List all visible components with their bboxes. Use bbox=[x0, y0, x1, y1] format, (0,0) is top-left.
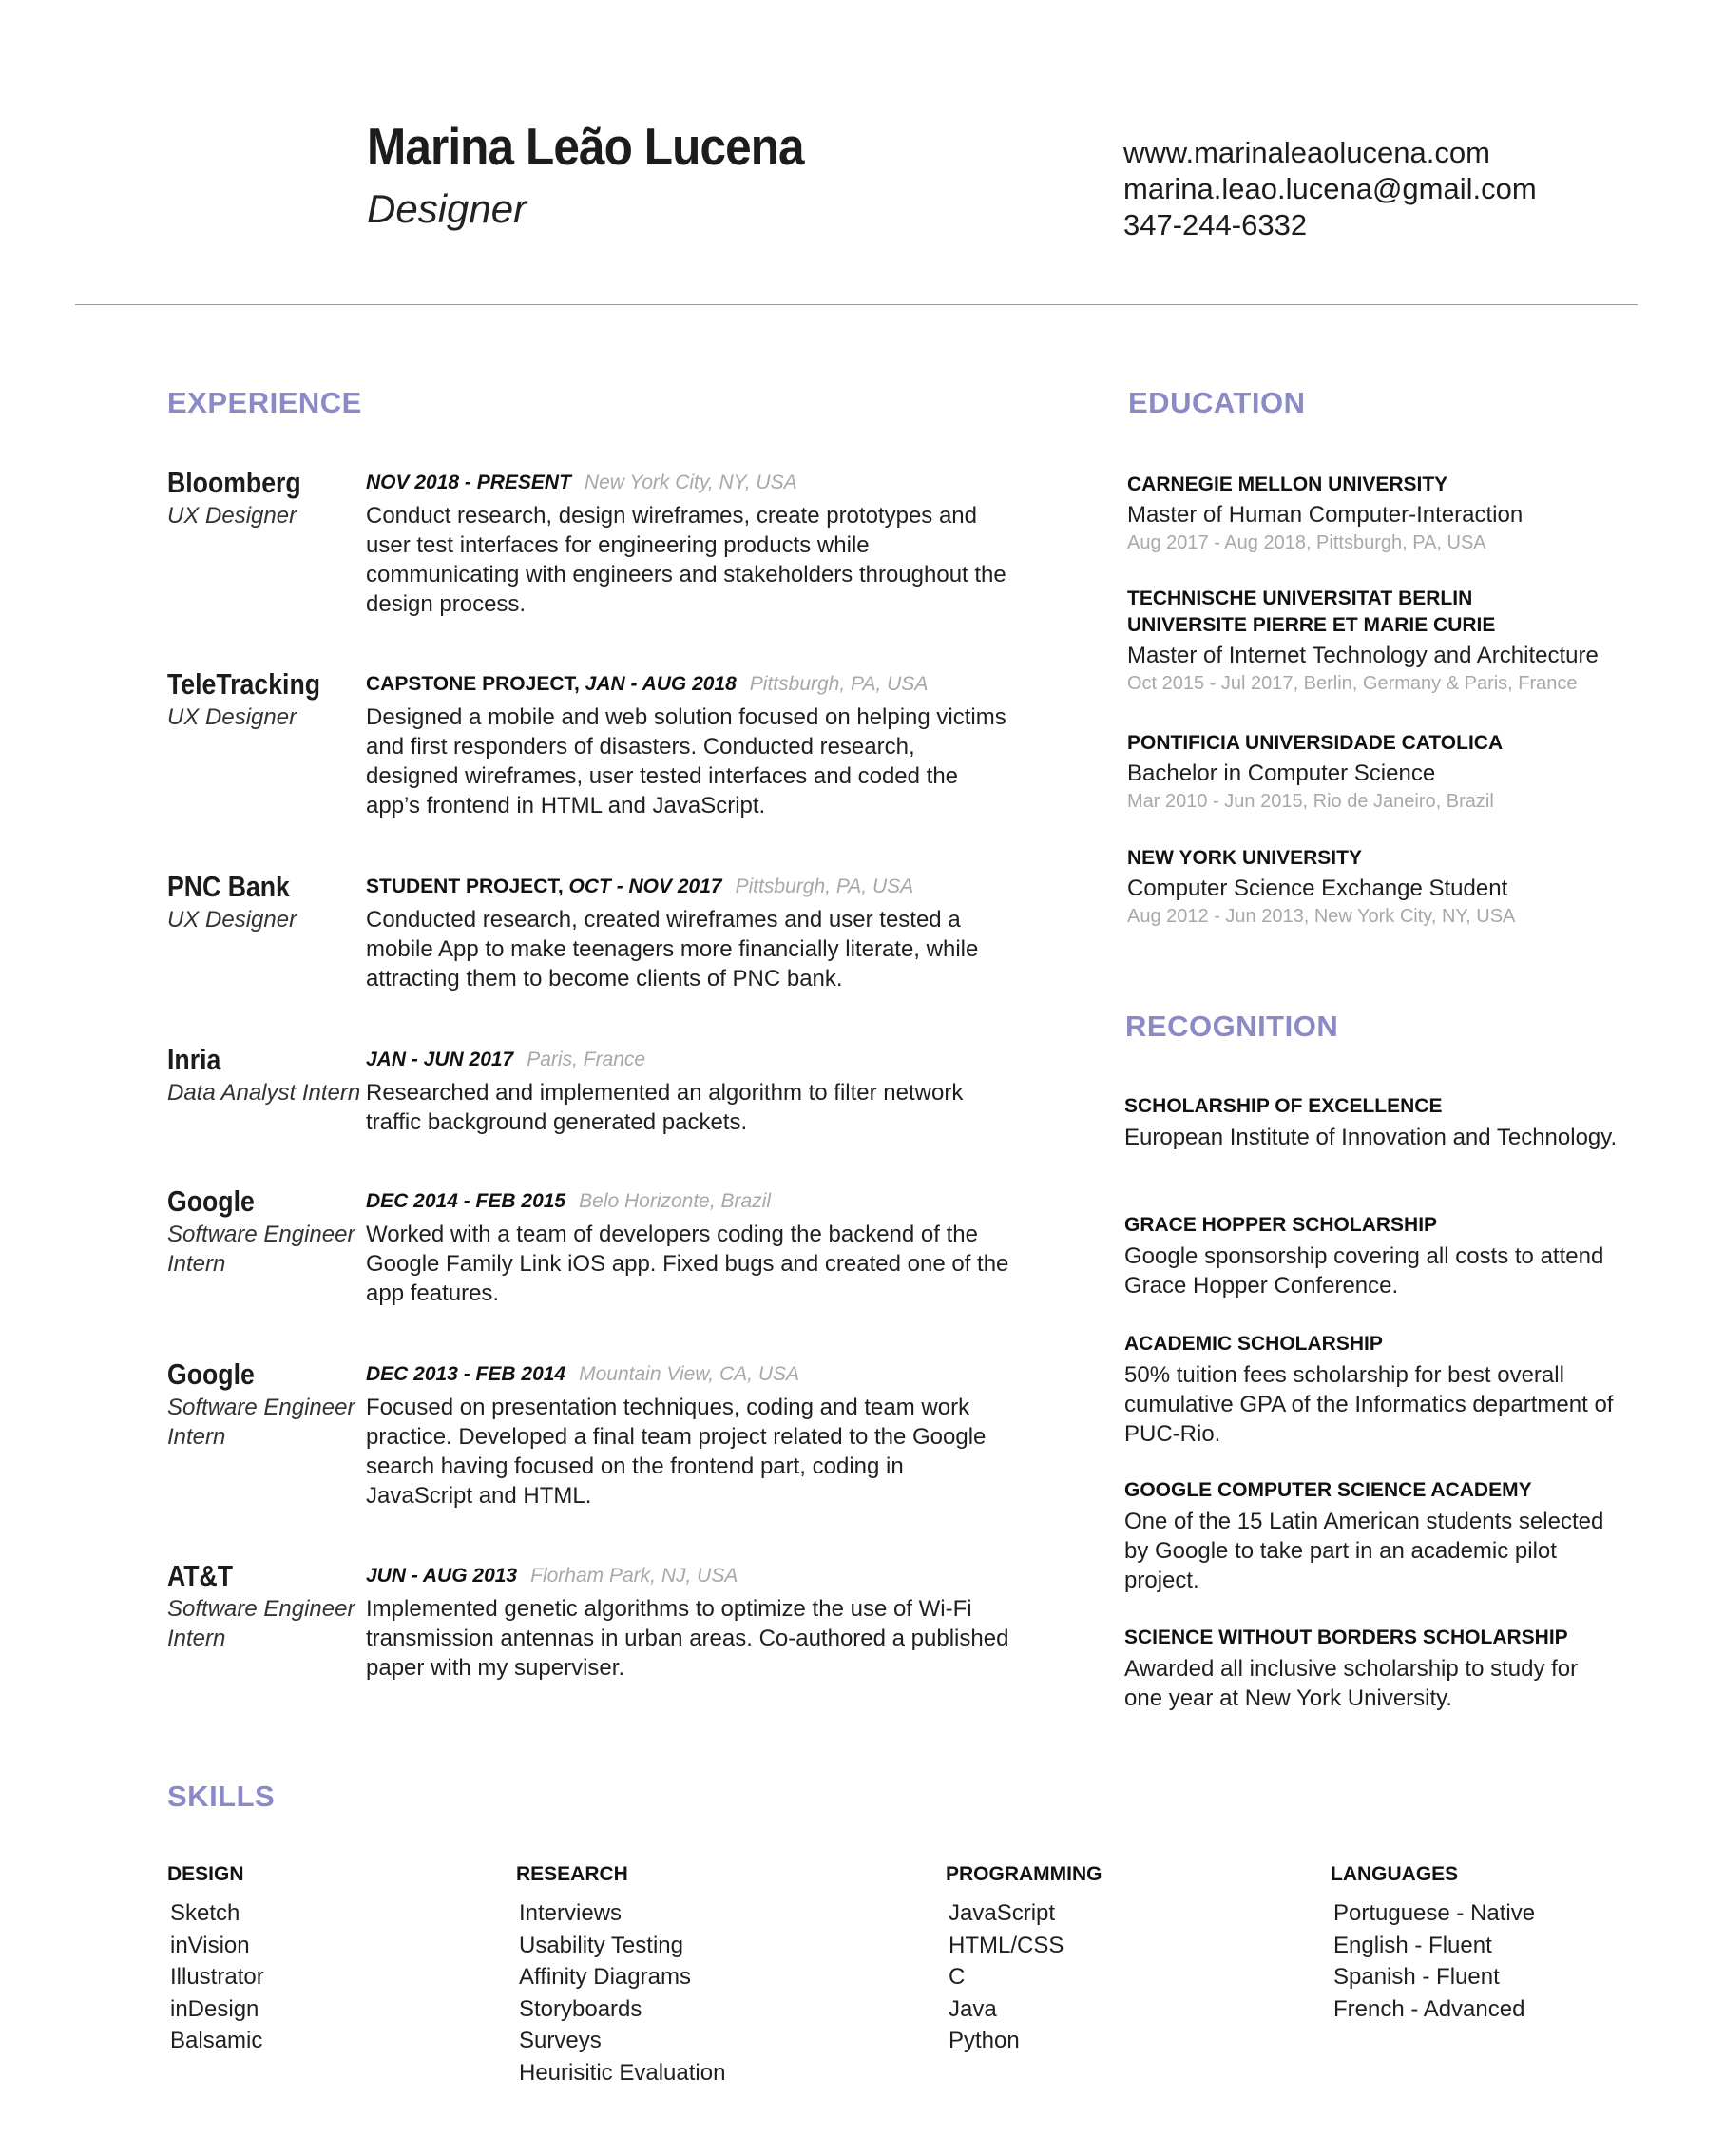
date-range: DEC 2014 - FEB 2015 bbox=[366, 1190, 566, 1212]
degree-name: Bachelor in Computer Science bbox=[1127, 760, 1436, 786]
skill-group bbox=[516, 1863, 725, 2089]
skill-item: French - Advanced bbox=[1333, 1995, 1525, 2022]
award-description: One of the 15 Latin American students selected by Google to take part in an academic pilot project. bbox=[1124, 1509, 1604, 1593]
degree-name: Master of Human Computer-Interaction bbox=[1127, 502, 1524, 528]
skill-item: Sketch bbox=[170, 1900, 240, 1926]
email-link[interactable]: marina.leao.lucena@gmail.com bbox=[1123, 172, 1537, 205]
study-dates: Mar 2010 - Jun 2015, Rio de Janeiro, Brazil bbox=[1127, 791, 1494, 812]
contact-block bbox=[1123, 135, 1537, 243]
job-description: Worked with a team of developers coding the backend of the Google Family Link iOS app. Fixed bugs and created one of the app features. bbox=[366, 1222, 1009, 1306]
skill-items bbox=[167, 1897, 264, 2057]
school-name: NEW YORK UNIVERSITY bbox=[1127, 847, 1362, 869]
degree-name: Computer Science Exchange Student bbox=[1127, 876, 1508, 901]
job-title: UX Designer bbox=[167, 503, 297, 529]
skill-item: Python bbox=[949, 2028, 1020, 2053]
phone-number: 347-244-6332 bbox=[1123, 208, 1308, 241]
recognition-entry bbox=[1124, 1625, 1619, 1713]
header-divider bbox=[75, 304, 1638, 305]
skill-group-title: LANGUAGES bbox=[1331, 1863, 1459, 1885]
entry-meta bbox=[366, 1049, 645, 1071]
education-entry bbox=[1127, 472, 1659, 556]
date-range: NOV 2018 - PRESENT bbox=[366, 472, 571, 493]
company-name: Bloomberg bbox=[167, 466, 301, 499]
skill-group-title: PROGRAMMING bbox=[946, 1863, 1102, 1885]
job-description: Designed a mobile and web solution focused on helping victims and first responders of disasters. Conducted research, designed wireframes, user tested interfaces and coded the app’s frontend in HTML and JavaScript. bbox=[366, 704, 1006, 818]
company-name: TeleTracking bbox=[167, 667, 321, 701]
skill-group bbox=[946, 1863, 1102, 2057]
skill-group bbox=[1331, 1863, 1535, 2025]
skill-item: Heurisitic Evaluation bbox=[519, 2059, 726, 2086]
location: Paris, France bbox=[527, 1049, 646, 1070]
date-range: JAN - JUN 2017 bbox=[366, 1049, 514, 1070]
location: Pittsburgh, PA, USA bbox=[735, 876, 914, 897]
skill-item: Spanish - Fluent bbox=[1333, 1964, 1500, 1990]
entry-meta bbox=[366, 472, 797, 494]
study-dates: Aug 2017 - Aug 2018, Pittsburgh, PA, USA bbox=[1127, 532, 1486, 553]
skill-item: Illustrator bbox=[170, 1964, 264, 1990]
skill-item: Surveys bbox=[519, 2028, 602, 2053]
company-name: Inria bbox=[167, 1043, 221, 1076]
skill-item: Balsamic bbox=[170, 2028, 263, 2053]
skill-item: JavaScript bbox=[949, 1900, 1056, 1926]
job-title: Data Analyst Intern bbox=[167, 1080, 361, 1106]
entry-meta bbox=[366, 1190, 771, 1213]
skill-group-title: RESEARCH bbox=[516, 1863, 628, 1885]
school-name: PONTIFICIA UNIVERSIDADE CATOLICA bbox=[1127, 732, 1504, 754]
skills-heading: SKILLS bbox=[167, 1780, 276, 1813]
award-description: Awarded all inclusive scholarship to study for one year at New York University. bbox=[1124, 1656, 1579, 1711]
location: New York City, NY, USA bbox=[584, 472, 797, 493]
skill-item: inDesign bbox=[170, 1995, 259, 2022]
date-range: JUN - AUG 2013 bbox=[366, 1565, 518, 1587]
education-heading: EDUCATION bbox=[1128, 386, 1306, 419]
location: Mountain View, CA, USA bbox=[579, 1363, 800, 1385]
resume-name: Marina Leão Lucena bbox=[367, 117, 804, 176]
award-title: GOOGLE COMPUTER SCIENCE ACADEMY bbox=[1124, 1479, 1532, 1501]
education-entry bbox=[1127, 845, 1659, 930]
award-title: SCHOLARSHIP OF EXCELLENCE bbox=[1124, 1095, 1443, 1117]
job-description: Researched and implemented an algorithm to filter network traffic background generated packets. bbox=[366, 1080, 964, 1135]
recognition-entry bbox=[1124, 1093, 1619, 1152]
date-range: JAN - AUG 2018 bbox=[585, 673, 737, 695]
job-title: Software Engineer Intern bbox=[167, 1395, 355, 1450]
company-name: Google bbox=[167, 1184, 255, 1218]
job-description: Conduct research, design wireframes, create prototypes and user test interfaces for engineering products while communicating with engineers and stakeholders throughout the design process. bbox=[366, 503, 1006, 617]
entry-meta bbox=[366, 673, 928, 696]
recognition-entry bbox=[1124, 1477, 1619, 1595]
education-entry bbox=[1127, 730, 1659, 815]
project-type: CAPSTONE PROJECT, bbox=[366, 673, 585, 695]
award-title: SCIENCE WITHOUT BORDERS SCHOLARSHIP bbox=[1124, 1627, 1568, 1648]
award-title: GRACE HOPPER SCHOLARSHIP bbox=[1124, 1214, 1438, 1236]
award-description: 50% tuition fees scholarship for best overall cumulative GPA of the Informatics department of PUC-Rio. bbox=[1124, 1362, 1614, 1447]
study-dates: Aug 2012 - Jun 2013, New York City, NY, USA bbox=[1127, 906, 1516, 927]
location: Pittsburgh, PA, USA bbox=[749, 673, 929, 695]
recognition-entry bbox=[1124, 1331, 1619, 1449]
date-range: DEC 2013 - FEB 2014 bbox=[366, 1363, 566, 1385]
study-dates: Oct 2015 - Jul 2017, Berlin, Germany & Paris, France bbox=[1127, 673, 1578, 694]
award-description: European Institute of Innovation and Technology. bbox=[1124, 1125, 1618, 1150]
skill-item: Usability Testing bbox=[519, 1932, 683, 1958]
skill-item: HTML/CSS bbox=[949, 1932, 1064, 1958]
recognition-heading: RECOGNITION bbox=[1125, 1010, 1339, 1043]
job-title: UX Designer bbox=[167, 907, 297, 933]
company-name: Google bbox=[167, 1357, 255, 1391]
experience-heading: EXPERIENCE bbox=[167, 386, 362, 419]
recognition-entry bbox=[1124, 1212, 1619, 1300]
location: Florham Park, NJ, USA bbox=[530, 1565, 738, 1587]
skill-group-title: DESIGN bbox=[167, 1863, 244, 1885]
project-type: STUDENT PROJECT, bbox=[366, 876, 569, 897]
job-description: Conducted research, created wireframes and user tested a mobile App to make teenagers more financially literate, while attracting them to become clients of PNC bank. bbox=[366, 907, 979, 991]
job-title: UX Designer bbox=[167, 704, 297, 730]
date-range: OCT - NOV 2017 bbox=[568, 876, 722, 897]
school-name: TECHNISCHE UNIVERSITAT BERLIN UNIVERSITE PIERRE ET MARIE CURIE bbox=[1127, 587, 1496, 636]
company-name: AT&T bbox=[167, 1559, 234, 1592]
skill-item: Affinity Diagrams bbox=[519, 1964, 691, 1990]
education-entry bbox=[1127, 586, 1659, 697]
company-name: PNC Bank bbox=[167, 870, 290, 903]
skill-group bbox=[167, 1863, 264, 2057]
location: Belo Horizonte, Brazil bbox=[579, 1190, 772, 1212]
skill-item: Interviews bbox=[519, 1900, 623, 1926]
job-description: Implemented genetic algorithms to optimize the use of Wi-Fi transmission antennas in urban areas. Co-authored a published paper with my superviser. bbox=[366, 1596, 1009, 1681]
job-title: Software Engineer Intern bbox=[167, 1222, 355, 1277]
job-description: Focused on presentation techniques, coding and team work practice. Developed a final team project related to the Google search having focused on the frontend part, coding in JavaScript and HTML. bbox=[366, 1395, 987, 1509]
skill-item: Portuguese - Native bbox=[1333, 1900, 1536, 1926]
award-title: ACADEMIC SCHOLARSHIP bbox=[1124, 1333, 1383, 1355]
entry-meta bbox=[366, 1363, 799, 1386]
skill-item: C bbox=[949, 1964, 966, 1990]
skill-items bbox=[946, 1897, 1102, 2057]
award-description: Google sponsorship covering all costs to attend Grace Hopper Conference. bbox=[1124, 1243, 1604, 1299]
school-name: CARNEGIE MELLON UNIVERSITY bbox=[1127, 473, 1448, 495]
skill-items bbox=[516, 1897, 725, 2089]
entry-meta bbox=[366, 876, 913, 898]
skill-item: Storyboards bbox=[519, 1995, 642, 2022]
degree-name: Master of Internet Technology and Architecture bbox=[1127, 643, 1599, 668]
skill-item: inVision bbox=[170, 1932, 250, 1958]
resume-role: Designer bbox=[367, 186, 527, 231]
entry-meta bbox=[366, 1565, 738, 1588]
website-link[interactable]: www.marinaleaolucena.com bbox=[1123, 136, 1490, 169]
skill-items bbox=[1331, 1897, 1535, 2025]
job-title: Software Engineer Intern bbox=[167, 1596, 355, 1651]
skill-item: Java bbox=[949, 1995, 997, 2022]
skill-item: English - Fluent bbox=[1333, 1932, 1492, 1958]
